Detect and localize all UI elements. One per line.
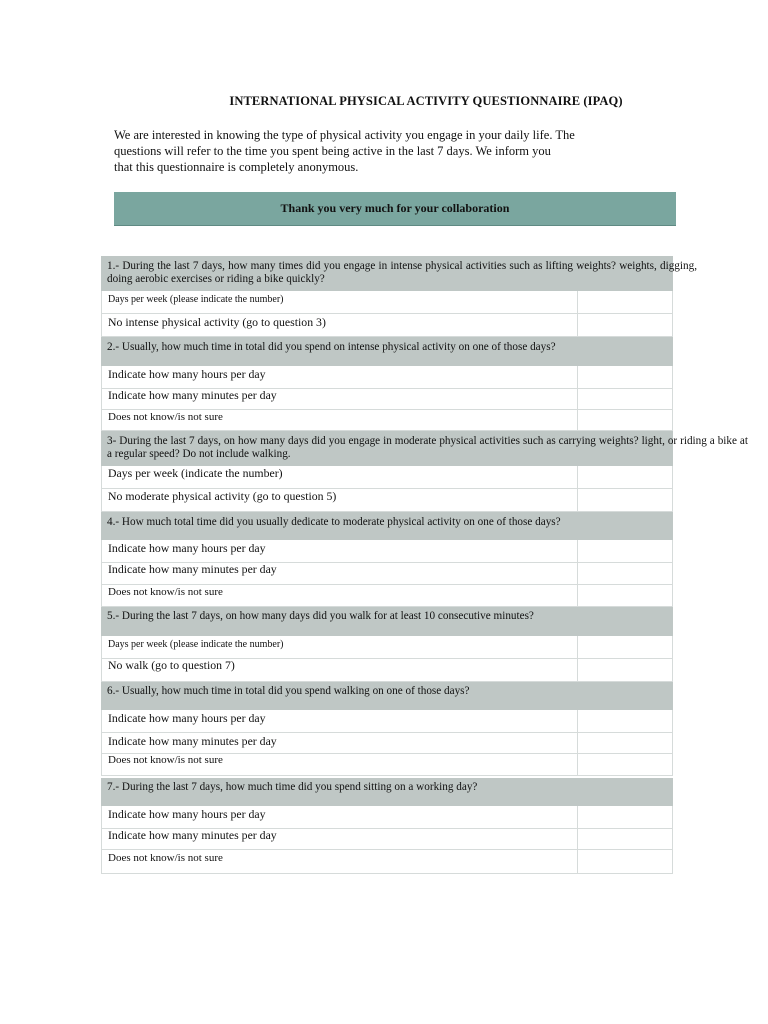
answer-label: Indicate how many minutes per day [108,828,277,842]
answer-row [101,291,673,314]
answer-label: Indicate how many minutes per day [108,562,277,576]
answer-label: No intense physical activity (go to question 3) [108,315,326,329]
answer-label: Days per week (please indicate the number) [108,639,284,650]
answer-row [101,410,673,431]
answer-label: Days per week (indicate the number) [108,466,283,480]
answer-row [101,754,673,776]
question-2-text: 2.- Usually, how much time in total did you spend on intense physical activity on one of those days? [107,341,556,353]
answer-cell[interactable] [577,489,674,512]
answer-cell[interactable] [577,829,674,850]
answer-row [101,489,673,512]
answer-label: Days per week (please indicate the number) [108,294,284,305]
answer-cell[interactable] [577,585,674,607]
question-4-text: 4.- How much total time did you usually dedicate to moderate physical activity on one of those days? [107,516,561,528]
answer-cell[interactable] [577,806,674,829]
answer-label: Indicate how many hours per day [108,807,266,821]
answer-cell[interactable] [577,850,674,874]
answer-row [101,636,673,659]
answer-cell[interactable] [577,710,674,733]
question-6-header [101,682,673,710]
answer-cell[interactable] [577,366,674,389]
answer-cell[interactable] [577,314,674,337]
question-7-header [101,778,673,806]
answer-label: Indicate how many hours per day [108,541,266,555]
question-5-header [101,607,673,636]
answer-label: No moderate physical activity (go to question 5) [108,489,337,503]
answer-label: Does not know/is not sure [108,852,223,864]
question-4-header [101,512,673,540]
question-5-text: 5.- During the last 7 days, on how many days did you walk for at least 10 consecutive minutes? [107,610,534,622]
question-6-text: 6.- Usually, how much time in total did you spend walking on one of those days? [107,685,470,697]
question-1-header [101,256,697,291]
answer-cell[interactable] [577,563,674,585]
intro-line: that this questionnaire is completely anonymous. [114,160,359,174]
answer-label: Does not know/is not sure [108,586,223,598]
answer-cell[interactable] [577,733,674,754]
answer-cell[interactable] [577,659,674,682]
answer-cell[interactable] [577,410,674,431]
answer-row [101,585,673,607]
answer-row [101,850,673,874]
thank-you-banner: Thank you very much for your collaboration [114,192,676,226]
question-7-text: 7.- During the last 7 days, how much time did you spend sitting on a working day? [107,781,478,793]
answer-cell[interactable] [577,291,674,314]
answer-label: Does not know/is not sure [108,411,223,423]
answer-cell[interactable] [577,389,674,410]
answer-row [101,806,673,829]
intro-line: We are interested in knowing the type of physical activity you engage in your daily life. The [114,128,575,142]
answer-row [101,466,673,489]
answer-label: No walk (go to question 7) [108,658,235,672]
answer-row [101,710,673,733]
answer-row [101,314,673,337]
answer-label: Indicate how many hours per day [108,367,266,381]
answer-cell[interactable] [577,754,674,776]
document-title: INTERNATIONAL PHYSICAL ACTIVITY QUESTIONNAIRE (IPAQ) [229,94,623,108]
intro-paragraph [114,127,634,175]
answer-row [101,389,673,410]
answer-row [101,733,673,754]
answer-label: Indicate how many minutes per day [108,734,277,748]
intro-line: questions will refer to the time you spent being active in the last 7 days. We inform you [114,144,551,158]
question-2-header [101,337,673,366]
answer-cell[interactable] [577,466,674,489]
question-3-text: 3- During the last 7 days, on how many days did you engage in moderate physical activities such as carrying weights? light, or riding a bike at a regular speed? Do not include walking. [107,435,748,460]
answer-row [101,563,673,585]
answer-cell[interactable] [577,540,674,563]
answer-label: Indicate how many hours per day [108,711,266,725]
question-1-text: 1.- During the last 7 days, how many times did you engage in intense physical activities such as lifting weights? weights, digging, doing aerobic exercises or riding a bike quickly? [107,260,697,285]
question-3-header [101,431,748,466]
answer-row [101,829,673,850]
answer-row [101,540,673,563]
answer-row [101,659,673,682]
answer-row [101,366,673,389]
answer-label: Does not know/is not sure [108,754,223,766]
answer-label: Indicate how many minutes per day [108,388,277,402]
answer-cell[interactable] [577,636,674,659]
